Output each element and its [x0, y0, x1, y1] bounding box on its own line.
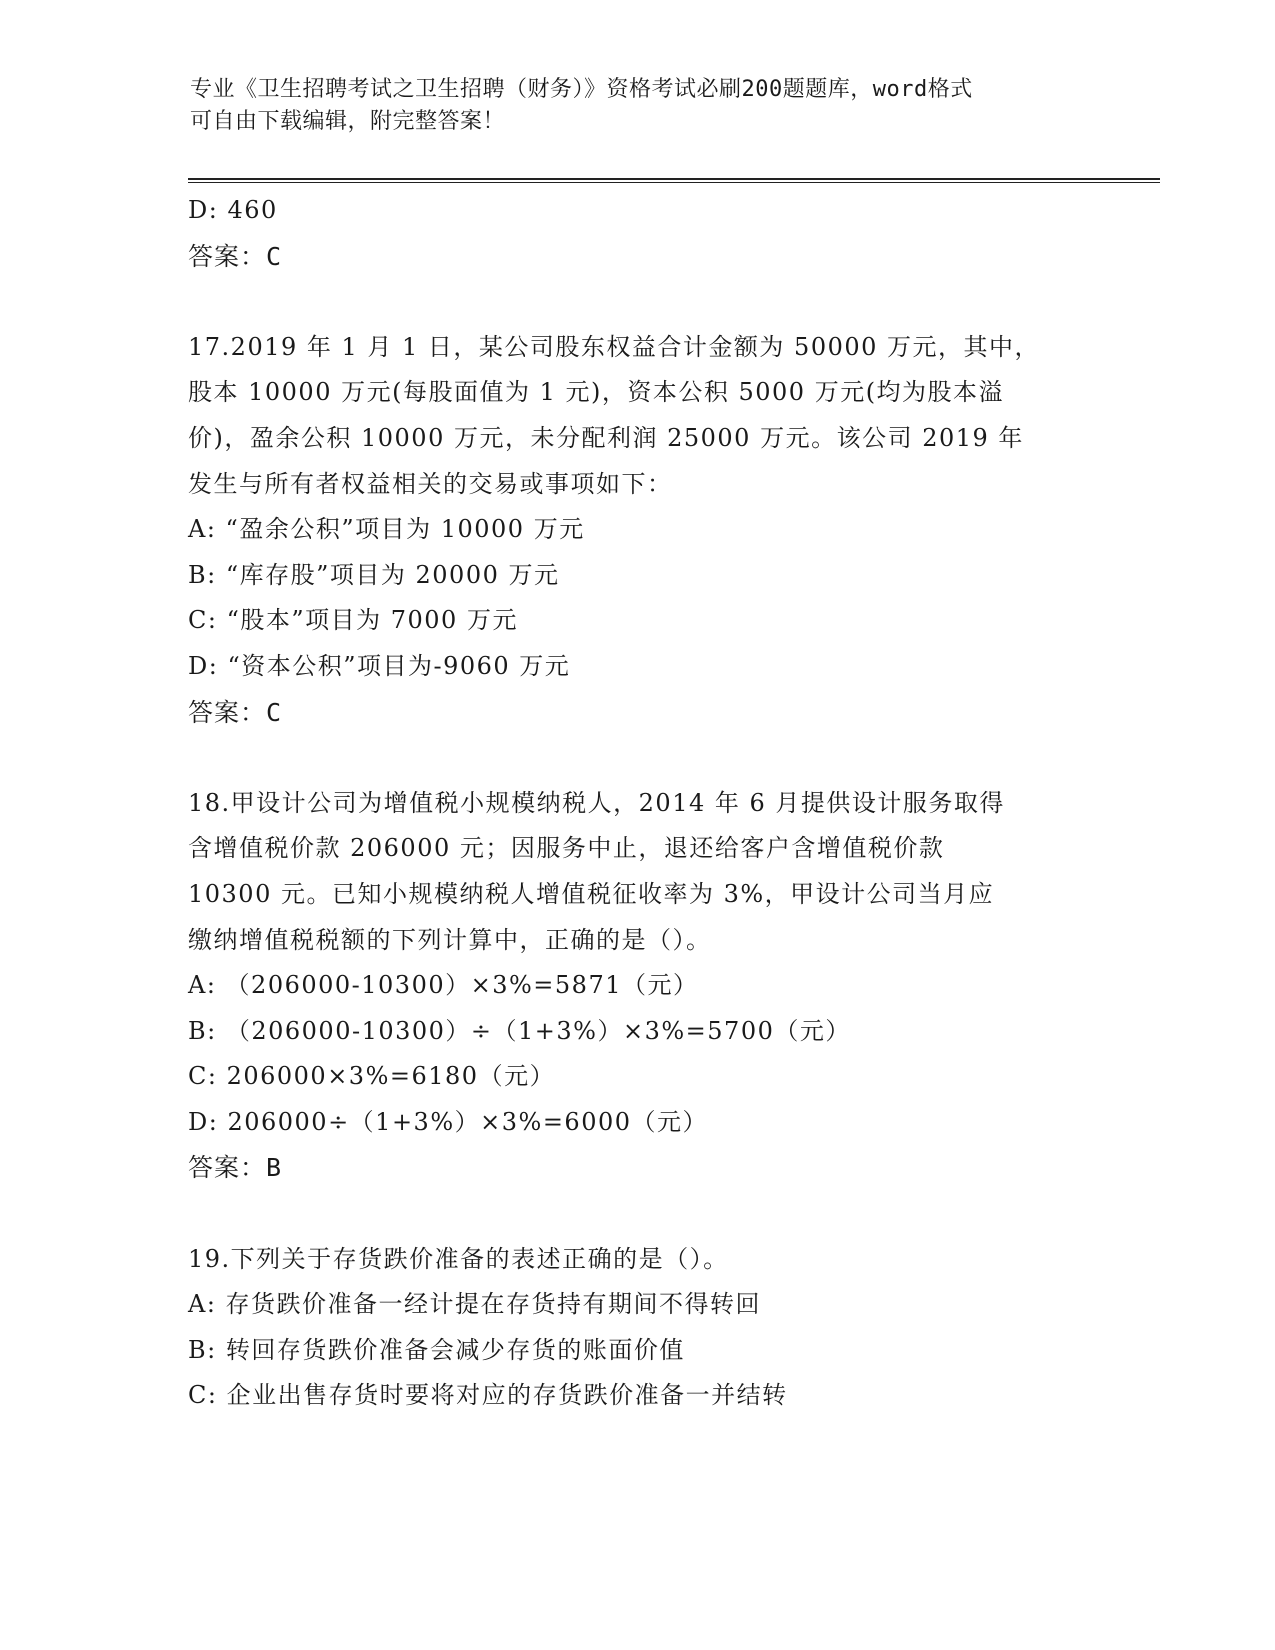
- spacer: [188, 735, 1088, 781]
- option-c: C: 206000×3%=6180（元）: [188, 1062, 556, 1091]
- option-a: A: 存货跌价准备一经计提在存货持有期间不得转回: [188, 1290, 762, 1319]
- header-divider: [188, 178, 1160, 183]
- option-d: D: 460: [188, 196, 278, 224]
- document-body: [188, 188, 1088, 1419]
- document-header: [190, 74, 1070, 138]
- question-stem-line: 发生与所有者权益相关的交易或事项如下：: [188, 469, 673, 498]
- question-stem-line: 10300 元。已知小规模纳税人增值税征收率为 3%，甲设计公司当月应: [188, 879, 995, 908]
- option-b: B: 转回存货跌价准备会减少存货的账面价值: [188, 1335, 685, 1364]
- answer-label: 答案：C: [188, 241, 283, 271]
- option-d: D: 206000÷（1+3%）×3%=6000（元）: [188, 1107, 709, 1136]
- question-19: [188, 1237, 1088, 1419]
- question-stem-line: 含增值税价款 206000 元；因服务中止，退还给客户含增值税价款: [188, 834, 945, 863]
- question-stem-line: 17.2019 年 1 月 1 日，某公司股东权益合计金额为 50000 万元，其中，: [188, 332, 1041, 361]
- question-17: [188, 325, 1088, 735]
- option-b: B: （206000-10300）÷（1+3%）×3%=5700（元）: [188, 1016, 851, 1045]
- option-c: C: “股本”项目为 7000 万元: [188, 606, 518, 635]
- option-a: A: （206000-10300）×3%=5871（元）: [188, 971, 699, 1000]
- question-18: [188, 781, 1088, 1191]
- option-b: B: “库存股”项目为 20000 万元: [188, 560, 560, 589]
- question-stem-line: 价)，盈余公积 10000 万元，未分配利润 25000 万元。该公司 2019 年: [188, 423, 1024, 452]
- question-stem-line: 18.甲设计公司为增值税小规模纳税人，2014 年 6 月提供设计服务取得: [188, 788, 1005, 817]
- question-stem-line: 缴纳增值税税额的下列计算中，正确的是（）。: [188, 925, 712, 954]
- spacer: [188, 1191, 1088, 1237]
- option-d: D: “资本公积”项目为-9060 万元: [188, 651, 571, 680]
- question-16-tail: [188, 188, 1088, 279]
- option-c: C: 企业出售存货时要将对应的存货跌价准备一并结转: [188, 1381, 788, 1410]
- answer-label: 答案：B: [188, 1153, 283, 1183]
- answer-label: 答案：C: [188, 697, 283, 727]
- option-a: A: “盈余公积”项目为 10000 万元: [188, 515, 585, 544]
- header-line-1: 专业《卫生招聘考试之卫生招聘（财务）》资格考试必刷200题题库，word格式: [190, 77, 973, 102]
- spacer: [188, 279, 1088, 325]
- header-line-2: 可自由下载编辑，附完整答案！: [190, 109, 506, 134]
- question-stem-line: 股本 10000 万元(每股面值为 1 元)，资本公积 5000 万元(均为股本溢: [188, 378, 1005, 407]
- question-stem-line: 19.下列关于存货跌价准备的表述正确的是（）。: [188, 1244, 729, 1273]
